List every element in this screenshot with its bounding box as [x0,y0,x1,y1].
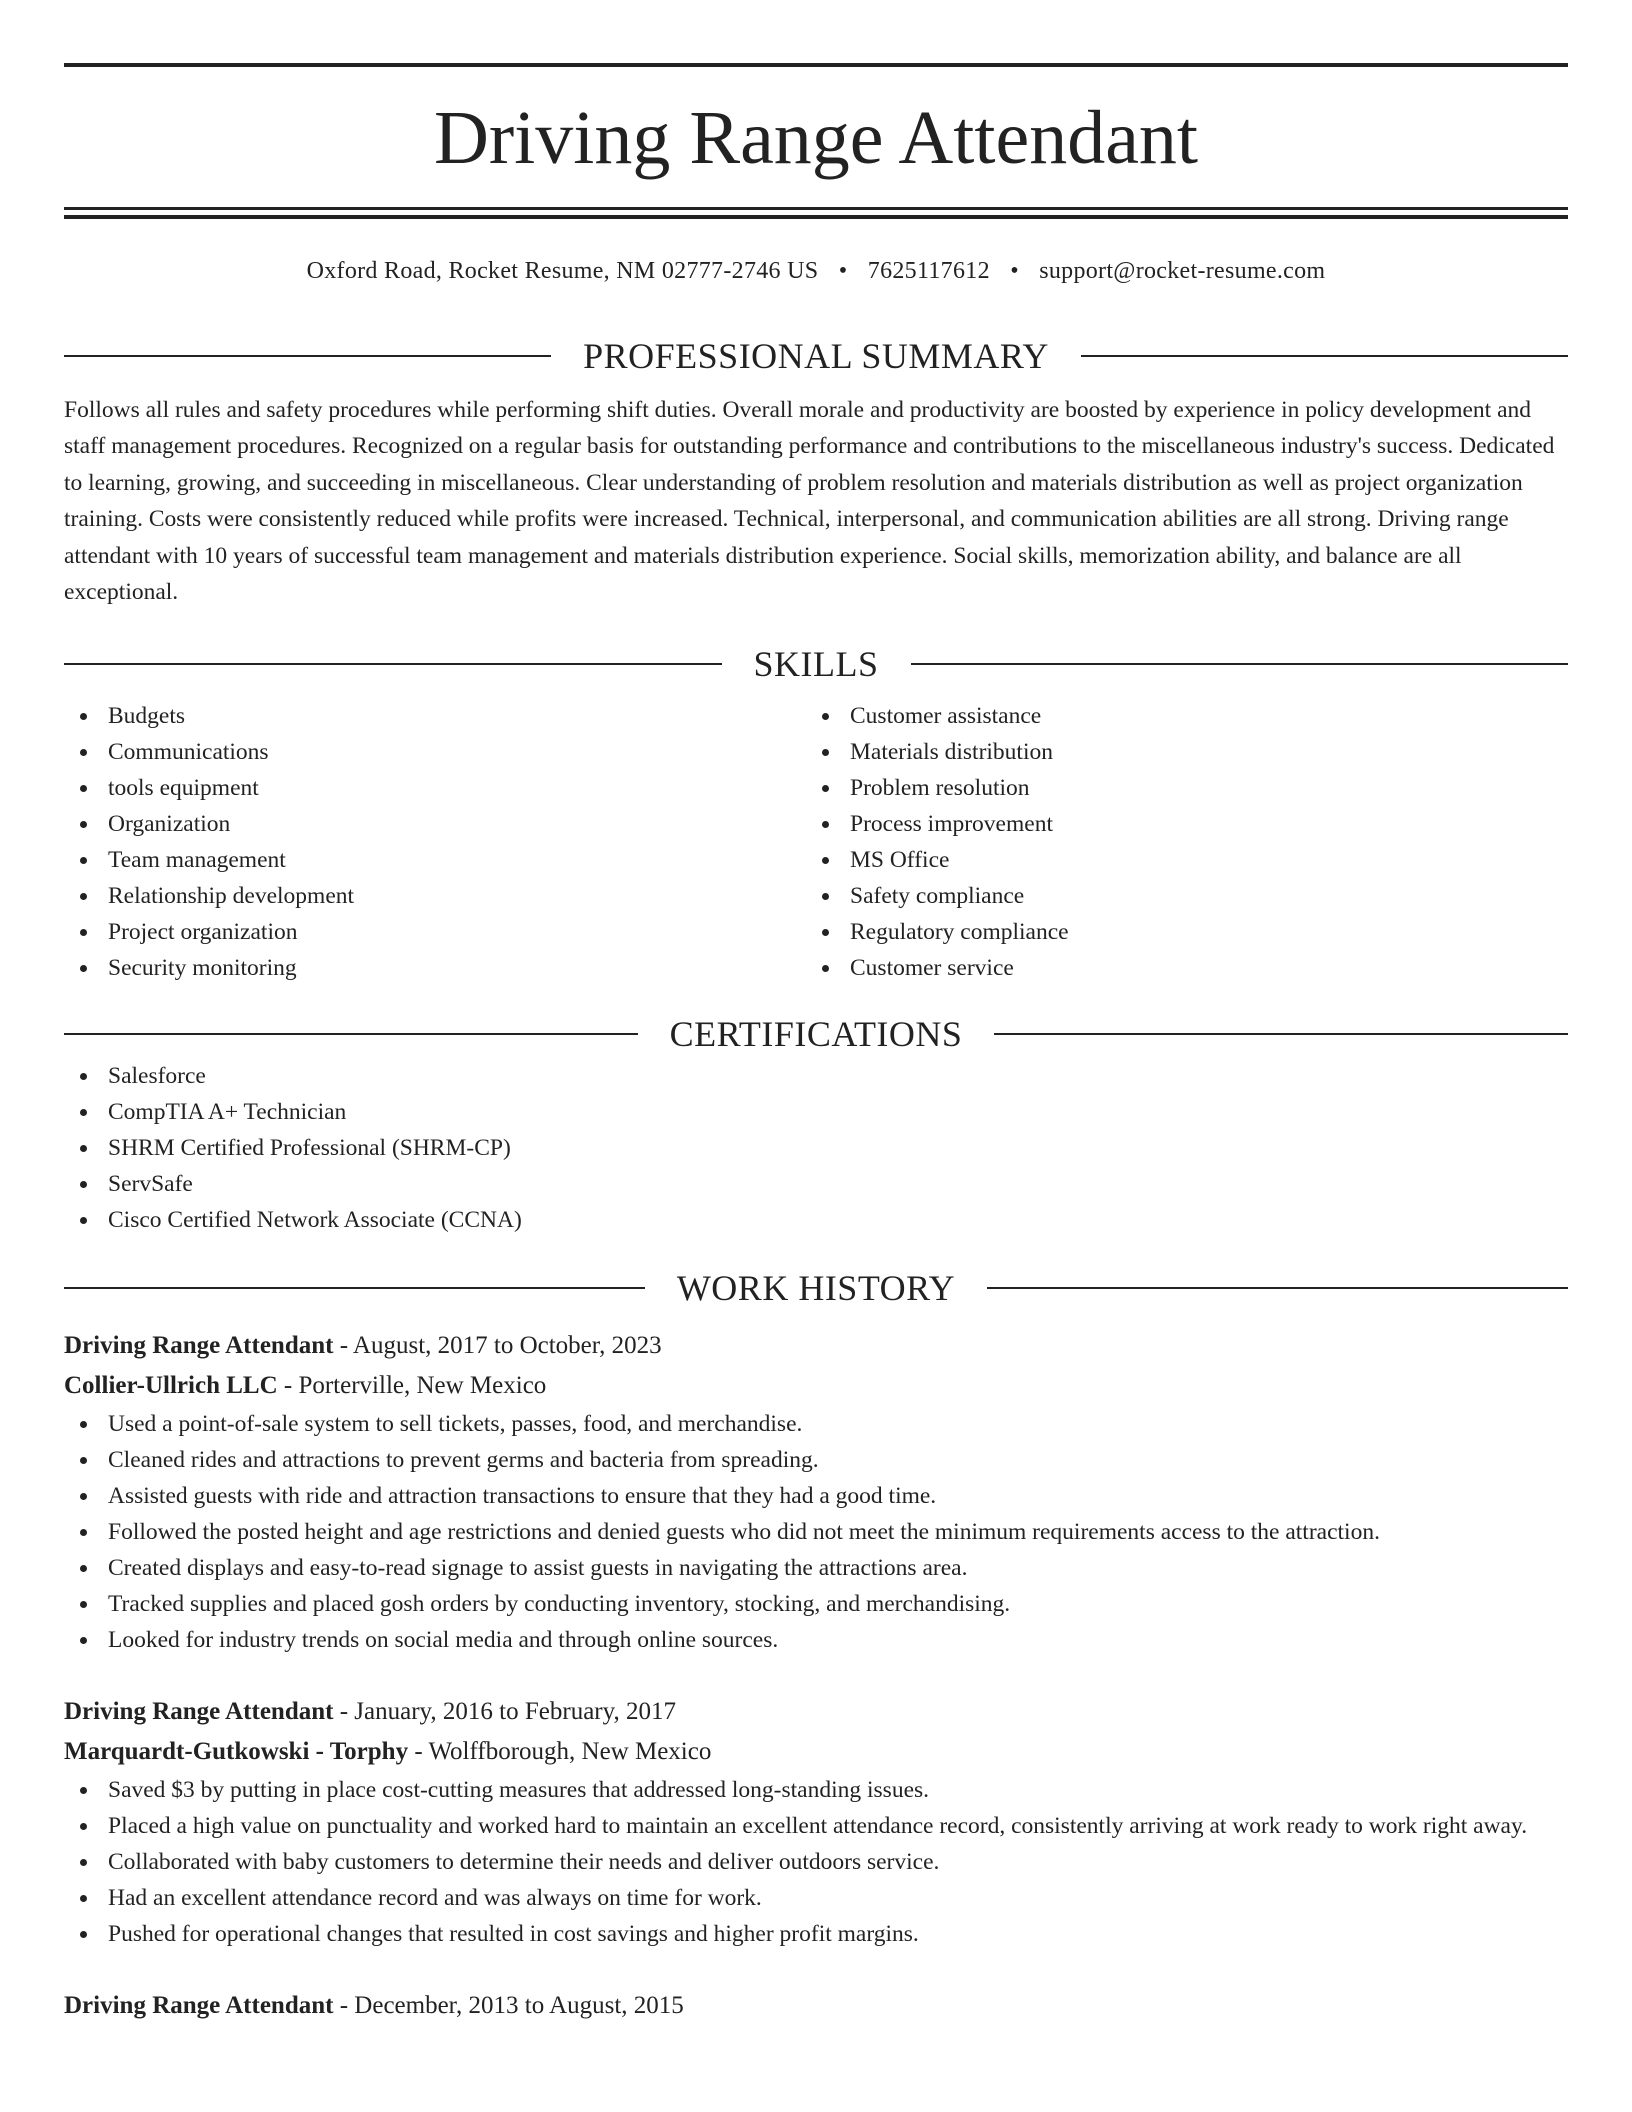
job-title: Driving Range Attendant [64,1332,334,1360]
job-duty: Placed a high value on punctuality and worked hard to maintain an excellent attendance record, consistently arriving at work ready to work right away. [64,1808,1568,1844]
header-rule-lower [64,215,1568,219]
heading-rule-left [64,1287,645,1289]
heading-rule-right [994,1033,1568,1035]
job-title: Driving Range Attendant [64,1992,334,2020]
candidate-name: Driving Range Attendant [433,96,1199,180]
certification-item: CompTIA A+ Technician [64,1094,1568,1130]
skills-heading [64,640,1568,688]
header-top-rule [64,63,1568,67]
summary-heading-title: PROFESSIONAL SUMMARY [583,336,1049,376]
job-duties-list [64,1772,1568,1952]
summary-text: Follows all rules and safety procedures while performing shift duties. Overall morale and productivity are boosted by experience in policy development and staff management procedures. Recognized on a regular basis for outstanding performance and contributions to the miscellaneous industry's success. Dedicated to learning, growing, and succeeding in miscellaneous. Clear understanding of problem resolution and materials distribution as well as project organization training. Costs were consistently reduced while profits were increased. Technical, interpersonal, and communication abilities are all strong. Driving range attendant with 10 years of successful team management and materials distribution experience. Social skills, memorization ability, and balance are all exceptional. [64,397,1555,606]
heading-rule-right [1081,355,1568,357]
certification-item: SHRM Certified Professional (SHRM-CP) [64,1130,1568,1166]
job-duty: Assisted guests with ride and attraction transactions to ensure that they had a good time. [64,1478,1568,1514]
heading-rule-left [64,355,551,357]
job-duty: Used a point-of-sale system to sell tickets, passes, food, and merchandise. [64,1406,1568,1442]
skill-item: Organization [64,806,806,842]
job-duty: Had an excellent attendance record and was always on time for work. [64,1880,1568,1916]
certifications-list [64,1058,1568,1238]
skill-item: Regulatory compliance [806,914,1548,950]
job-title-line [64,1326,1568,1366]
summary-heading [64,332,1568,380]
skill-item: Relationship development [64,878,806,914]
job-duty: Followed the posted height and age restrictions and denied guests who did not meet the minimum requirements access to the attraction. [64,1514,1568,1550]
certification-item: Cisco Certified Network Associate (CCNA) [64,1202,1568,1238]
skill-item: Budgets [64,698,806,734]
heading-rule-left [64,1033,638,1035]
skills-list-right [806,698,1548,986]
job-duty: Created displays and easy-to-read signage to assist guests in navigating the attractions area. [64,1550,1568,1586]
skills-list-left [64,698,806,986]
skill-item: Project organization [64,914,806,950]
skills-heading-title: SKILLS [753,644,879,685]
heading-rule-left [64,663,722,665]
job-dates: - December, 2013 to August, 2015 [333,1992,684,2020]
job-location: - Wolffborough, New Mexico [408,1738,712,1766]
skills-grid [64,698,1568,986]
resume-body [64,332,1568,2026]
skill-item: MS Office [806,842,1548,878]
certifications-heading-title: CERTIFICATIONS [669,1014,963,1055]
job-location: - Porterville, New Mexico [277,1372,547,1400]
job-duty: Saved $3 by putting in place cost-cutting measures that addressed long-standing issues. [64,1772,1568,1808]
job-title-line [64,1692,1568,1732]
job-duty: Tracked supplies and placed gosh orders by conducting inventory, stocking, and merchandising. [64,1586,1568,1622]
job-company: Marquardt-Gutkowski - Torphy [64,1738,409,1766]
skill-item: Customer service [806,950,1548,986]
job-title-line [64,1986,1568,2026]
job-dates: - January, 2016 to February, 2017 [333,1698,676,1726]
skill-item: Problem resolution [806,770,1548,806]
header-rule-upper [64,207,1568,210]
contact-line [64,254,1568,288]
contact-email: support@rocket-resume.com [1039,258,1326,284]
job-duty: Cleaned rides and attractions to prevent germs and bacteria from spreading. [64,1442,1568,1478]
contact-separator: • [838,258,848,284]
skill-item: Safety compliance [806,878,1548,914]
job-duty: Looked for industry trends on social media and through online sources. [64,1622,1568,1658]
skill-item: Communications [64,734,806,770]
skill-item: Team management [64,842,806,878]
contact-separator: • [1010,258,1019,284]
heading-rule-right [911,663,1569,665]
job-company: Collier-Ullrich LLC [64,1372,278,1400]
heading-rule-right [987,1287,1568,1289]
job-dates: - August, 2017 to October, 2023 [333,1332,662,1360]
job-duty: Pushed for operational changes that resulted in cost savings and higher profit margins. [64,1916,1568,1952]
job-entry [64,1326,1568,1658]
job-entry [64,1692,1568,1952]
job-entry [64,1986,1568,2026]
skill-item: Process improvement [806,806,1548,842]
job-company-line [64,1366,1568,1406]
certifications-heading [64,1010,1568,1058]
skill-item: Security monitoring [64,950,806,986]
job-company-line [64,1732,1568,1772]
skill-item: Customer assistance [806,698,1548,734]
contact-address: Oxford Road, Rocket Resume, NM 02777-2746 US [306,258,819,284]
certification-item: ServSafe [64,1166,1568,1202]
skill-item: Materials distribution [806,734,1548,770]
job-duties-list [64,1406,1568,1658]
job-duty: Collaborated with baby customers to determine their needs and deliver outdoors service. [64,1844,1568,1880]
certification-item: Salesforce [64,1058,1568,1094]
work-history-heading-title: WORK HISTORY [676,1268,956,1309]
skill-item: tools equipment [64,770,806,806]
job-title: Driving Range Attendant [64,1698,334,1726]
contact-phone: 7625117612 [867,258,990,284]
work-history-heading [64,1264,1568,1312]
